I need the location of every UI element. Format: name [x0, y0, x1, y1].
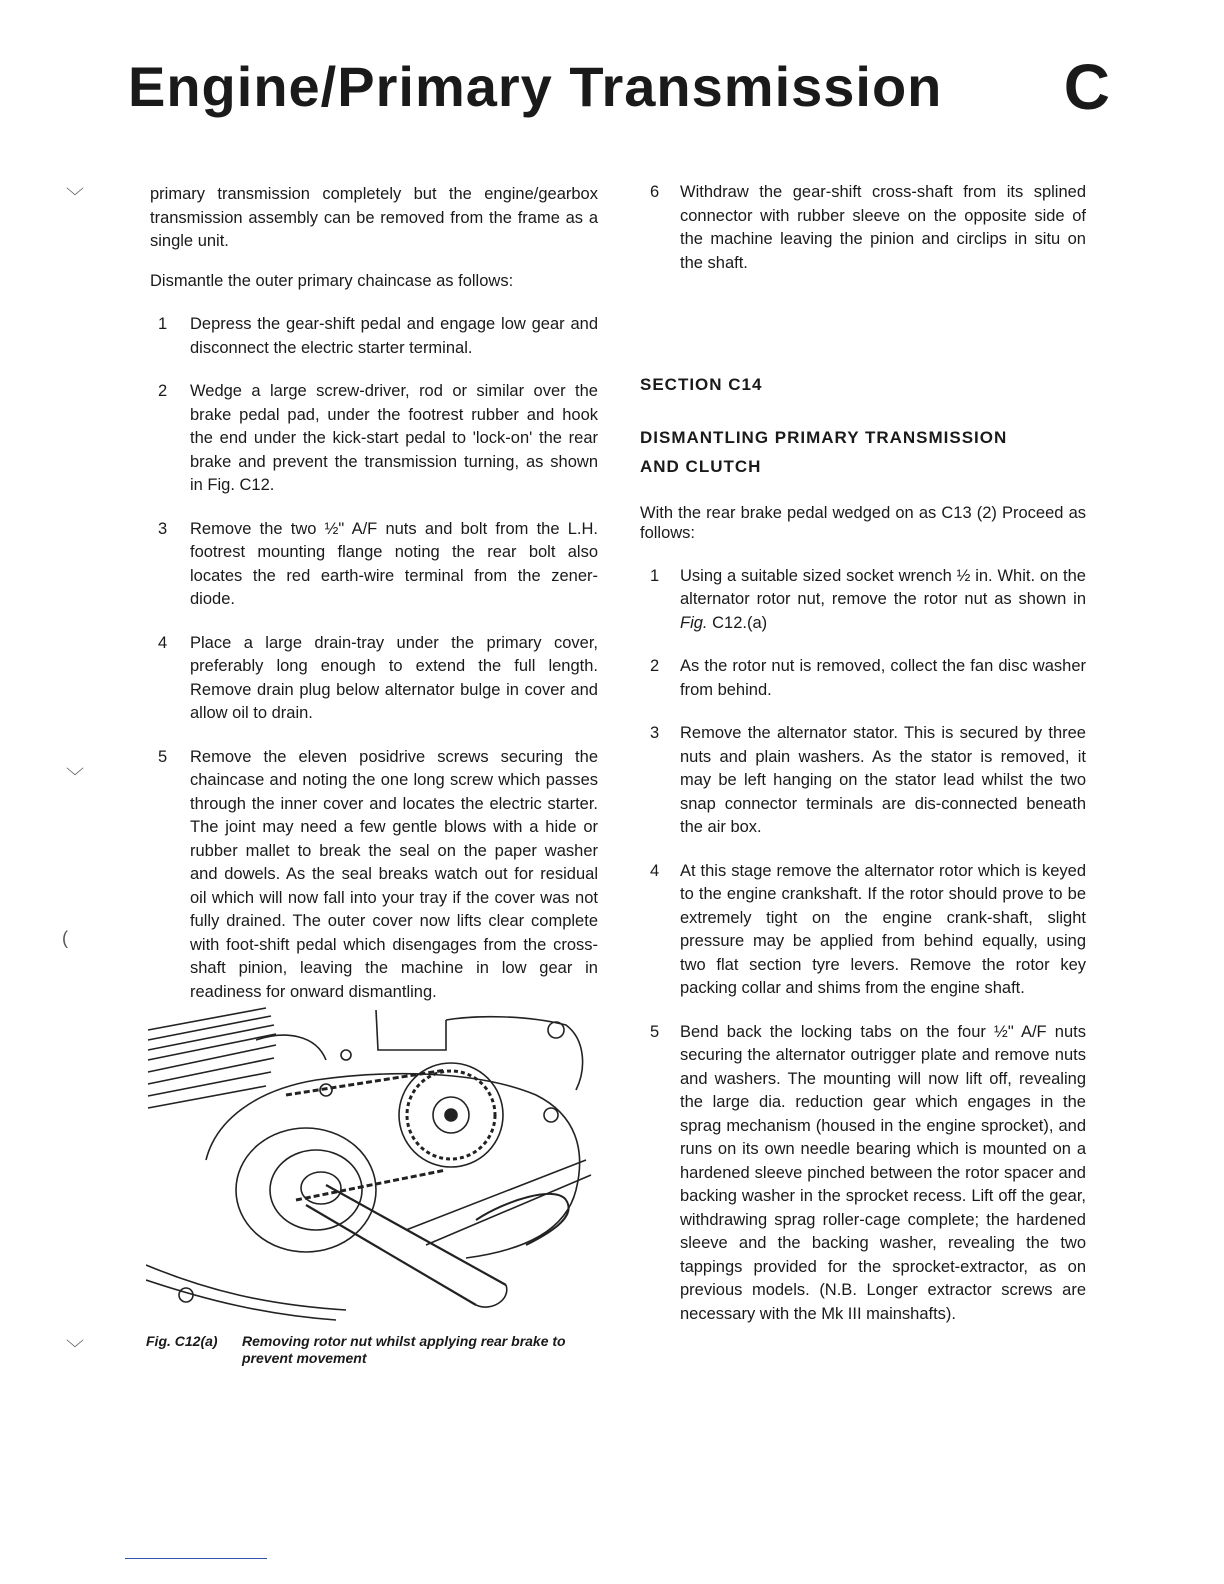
page-header — [128, 52, 1118, 122]
step-text: As the rotor nut is removed, collect the fan disc washer from behind. — [680, 657, 1086, 699]
right-column — [640, 181, 1086, 1346]
step-text: Wedge a large screw-driver, rod or similar over the brake pedal pad, under the footrest rubber and hook the end under the kick-start pedal to 'lock-on' the rear brake and prevent the transmission turning, as shown in Fig. C12. — [190, 382, 598, 494]
step-text: Remove the eleven posidrive screws securing the chaincase and noting the one long screw which passes through the inner cover and locates the electric starter. The joint may need a few gentle blows with a hide or rubber mallet to break the seal on the paper washer and dowels. As the seal breaks watch out for residual oil which will now fall into your tray if the cover was not fully drained. The outer cover now lifts clear complete with foot-shift pedal which disengages from the cross-shaft pinion, leaving the machine in low gear in readiness for onward dismantling. — [190, 747, 598, 1001]
step-item — [640, 860, 1086, 1001]
step-text: Bend back the locking tabs on the four ½" A/F nuts securing the alternator outrigger plate and remove nuts and washers. The mounting will now lift off, revealing the large dia. reduction gear which engages in the sprag mechanism (housed in the engine sprocket), and runs on its own needle bearing which is mounted on a hardened sleeve pinched between the rotor spacer and backing washer in the sprocket recess. Lift off the gear, withdrawing sprag roller-cage complete; the hardened sleeve and the backing washer, revealing the two tappings provided for the sprocket-extractor, as on previous models. (N.B. Longer extractor screws are necessary with the Mk III mainshafts). — [680, 1022, 1086, 1323]
margin-mark: ﹀ — [66, 187, 84, 207]
footnote-rule — [125, 1558, 267, 1559]
step-number: 2 — [650, 657, 660, 675]
step-number: 1 — [158, 315, 168, 333]
step-number: 2 — [158, 382, 168, 400]
step-number: 6 — [650, 183, 660, 201]
step-number: 1 — [650, 566, 660, 585]
step-item — [640, 181, 1086, 275]
step-item — [150, 746, 598, 1005]
lead-paragraph: Dismantle the outer primary chaincase as follows: — [150, 271, 514, 290]
figure-reference: Fig. — [680, 613, 708, 632]
section-label: SECTION C14 — [640, 375, 763, 394]
intro-paragraph: primary transmission completely but the engine/gearbox transmission assembly can be removed from the frame as a single unit. — [150, 185, 598, 250]
step-number: 5 — [158, 747, 168, 766]
figure-caption-text: Removing rotor nut whilst applying rear brake to prevent movement — [242, 1333, 566, 1366]
step-number: 5 — [650, 1022, 660, 1041]
margin-mark: ﹀ — [66, 767, 84, 787]
step-number: 4 — [158, 633, 168, 652]
step-item — [640, 722, 1086, 840]
step-text: Withdraw the gear-shift cross-shaft from its splined connector with rubber sleeve on the opposite side of the machine leaving the pinion and circlips in situ on the shaft. — [680, 183, 1086, 272]
step-item — [640, 565, 1086, 636]
section-heading-line2: AND CLUTCH — [640, 456, 762, 476]
step-text: Remove the alternator stator. This is secured by three nuts and plain washers. As the stator is removed, it may be left hanging on the stator lead whilst the two snap connector terminals are dis-connected beneath the air box. — [680, 724, 1086, 836]
step-item — [150, 632, 598, 726]
step-number: 3 — [158, 519, 168, 538]
section-letter: C — [1063, 51, 1110, 123]
section-heading-line1: DISMANTLING PRIMARY TRANSMISSION — [640, 427, 1008, 447]
left-column — [150, 183, 598, 1024]
engine-illustration — [146, 1000, 594, 1325]
step-item — [150, 313, 598, 360]
step-text: Depress the gear-shift pedal and engage low gear and disconnect the electric starter terminal. — [190, 315, 598, 357]
step-number: 4 — [650, 861, 660, 880]
figure-c12a-illustration — [146, 1000, 594, 1325]
step-number: 3 — [650, 724, 660, 742]
figure-label: Fig. C12(a) — [146, 1333, 218, 1349]
step-text: C12.(a) — [707, 613, 768, 632]
step-item — [150, 380, 598, 498]
step-text: Using a suitable sized socket wrench ½ in. Whit. on the alternator rotor nut, remove the rotor nut as shown in — [680, 566, 1086, 608]
step-item — [640, 1021, 1086, 1327]
step-text: At this stage remove the alternator rotor which is keyed to the engine crankshaft. If the rotor should prove to be extremely tight on the engine crank-shaft, slight pressure may be applied from behind equally, using two flat section tyre levers. Remove the rotor key packing collar and shims from the engine shaft. — [680, 861, 1086, 997]
margin-mark: ﹀ — [66, 1339, 84, 1359]
section-intro: With the rear brake pedal wedged on as C13 (2) Proceed as follows: — [640, 503, 1086, 542]
step-text: Place a large drain-tray under the primary cover, preferably long enough to extend the full length. Remove drain plug below alternator bulge in cover and allow oil to drain. — [190, 633, 598, 722]
step-item — [640, 655, 1086, 702]
step-text: Remove the two ½" A/F nuts and bolt from the L.H. footrest mounting flange noting the rear bolt also locates the red earth-wire terminal from the zener-diode. — [190, 519, 598, 608]
page-title: Engine/Primary Transmission — [128, 55, 943, 118]
step-item — [150, 518, 598, 612]
margin-mark: ( — [62, 928, 68, 948]
